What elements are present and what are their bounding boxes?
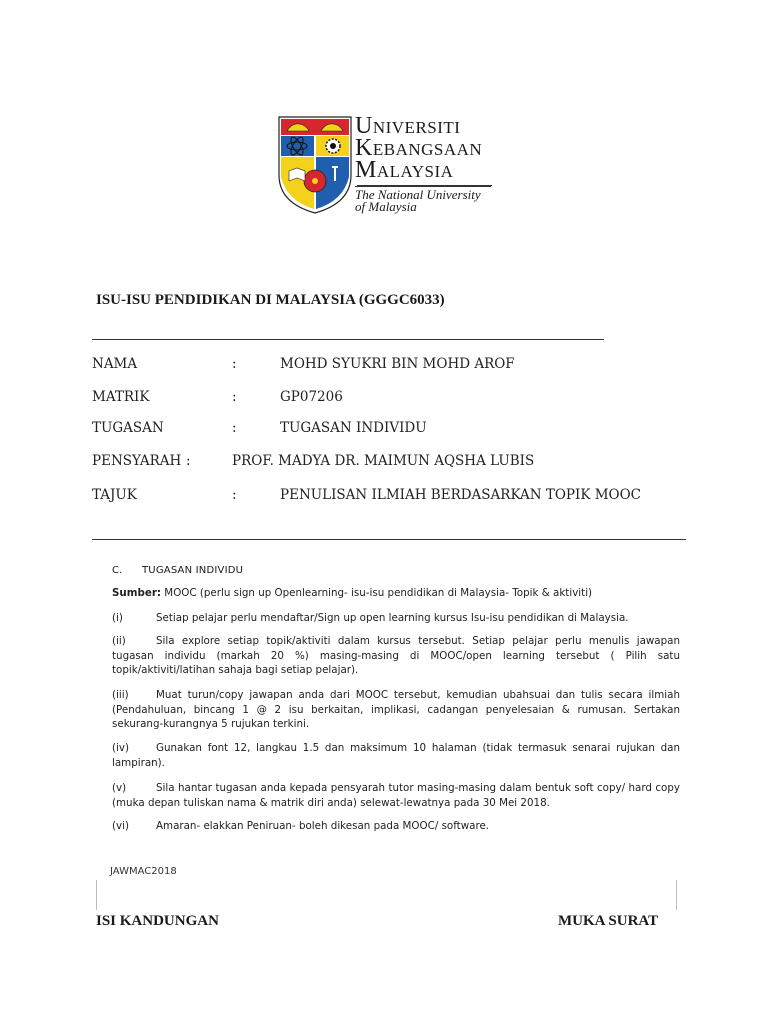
task-item [112,741,680,770]
info-colon-tajuk: : [232,487,237,503]
margin-corner-mark-right [676,880,677,910]
university-word-1: NIVERSITI [372,118,461,137]
info-value-nama: MOHD SYUKRI BIN MOHD AROF [280,356,515,372]
university-line-1 [355,113,491,139]
university-name [355,113,491,214]
info-label-tugasan: TUGASAN [92,420,164,436]
info-colon-nama: : [232,356,237,372]
course-title: ISU-ISU PENDIDIKAN DI MALAYSIA (GGGC6033) [96,292,445,308]
task-item-text: Sila hantar tugasan anda kepada pensyarah tutor masing-masing dalam bentuk soft copy/ hard copy (muka depan tuliskan nama & matrik diri anda) selewat-lewatnya pada 30 Mei 2018. [112,782,680,809]
info-value-tajuk: PENULISAN ILMIAH BERDASARKAN TOPIK MOOC [280,487,642,503]
university-initial-u: U [355,113,373,139]
university-initial-m: M [355,157,377,183]
task-item-number: (ii) [112,635,126,647]
info-label-nama: NAMA [92,356,138,372]
task-heading-text: TUGASAN INDIVIDU [142,565,244,576]
info-label-pensyarah: PENSYARAH [92,453,182,469]
task-item-text: Muat turun/copy jawapan anda dari MOOC tersebut, kemudian ubahsuai dan tulis secara ilmiah (Pendahuluan, bincang 1 @ 2 isu berkaitan, implikasi, cadangan penyelesaian & rumusan. Sertakan sekurang-kurangnya 5 rujukan terkini. [112,689,680,731]
title-underline [92,339,604,340]
university-english-name-1: The National University [355,187,481,202]
info-value-matrik: GP07206 [280,389,343,405]
task-item-text: Sila explore setiap topik/aktiviti dalam kursus tersebut. Setiap pelajar perlu menulis jawapan tugasan individu (markah 20 %) masing-masing di MOOC/open learning tersebut ( Pilih satu topik/aktiviti/latihan sahaja bagi setiap pelajar). [112,635,680,677]
task-item-number: (v) [112,782,127,794]
task-item [112,819,680,834]
task-item-number: (iii) [112,689,129,701]
info-bottom-rule [92,539,686,540]
task-item-text: Amaran- elakkan Peniruan- boleh dikesan pada MOOC/ software. [156,820,490,832]
university-line-3 [355,157,491,183]
university-word-2: EBANGSAAN [372,140,483,159]
task-item-number: (iv) [112,742,129,754]
task-item [112,634,680,678]
university-english-name-2: of Malaysia [355,199,417,214]
task-item-number: (vi) [112,820,129,832]
task-item [112,781,680,810]
info-colon-matrik: : [232,389,237,405]
info-label-matrik: MATRIK [92,389,150,405]
task-item-number: (i) [112,612,123,624]
task-item-text: Setiap pelajar perlu mendaftar/Sign up open learning kursus Isu-isu pendidikan di Malaysia. [156,612,629,624]
margin-corner-mark-left [96,880,97,910]
university-word-3: ALAYSIA [376,162,454,181]
gear-icon [326,139,340,153]
hibiscus-icon [304,170,326,192]
task-heading [112,565,243,576]
toc-heading: ISI KANDUNGAN [96,913,219,929]
task-source [112,586,680,601]
task-item [112,611,680,626]
info-colon-pensyarah: : [186,453,191,469]
university-initial-k: K [355,135,373,161]
info-label-tajuk: TAJUK [92,487,137,503]
task-item-text: Gunakan font 12, langkau 1.5 dan maksimum 10 halaman (tidak termasuk senarai rujukan dan lampiran). [112,742,680,769]
task-source-text: MOOC (perlu sign up Openlearning- isu-isu pendidikan di Malaysia- Topik & aktiviti) [161,587,593,599]
task-item [112,688,680,732]
task-heading-number: C. [112,565,123,576]
info-value-pensyarah: PROF. MADYA DR. MAIMUN AQSHA LUBIS [232,453,535,469]
info-colon-tugasan: : [232,420,237,436]
task-footer-code: JAWMAC2018 [110,866,177,877]
task-source-label: Sumber: [112,587,162,599]
toc-page-heading: MUKA SURAT [558,913,659,929]
info-value-tugasan: TUGASAN INDIVIDU [280,420,427,436]
